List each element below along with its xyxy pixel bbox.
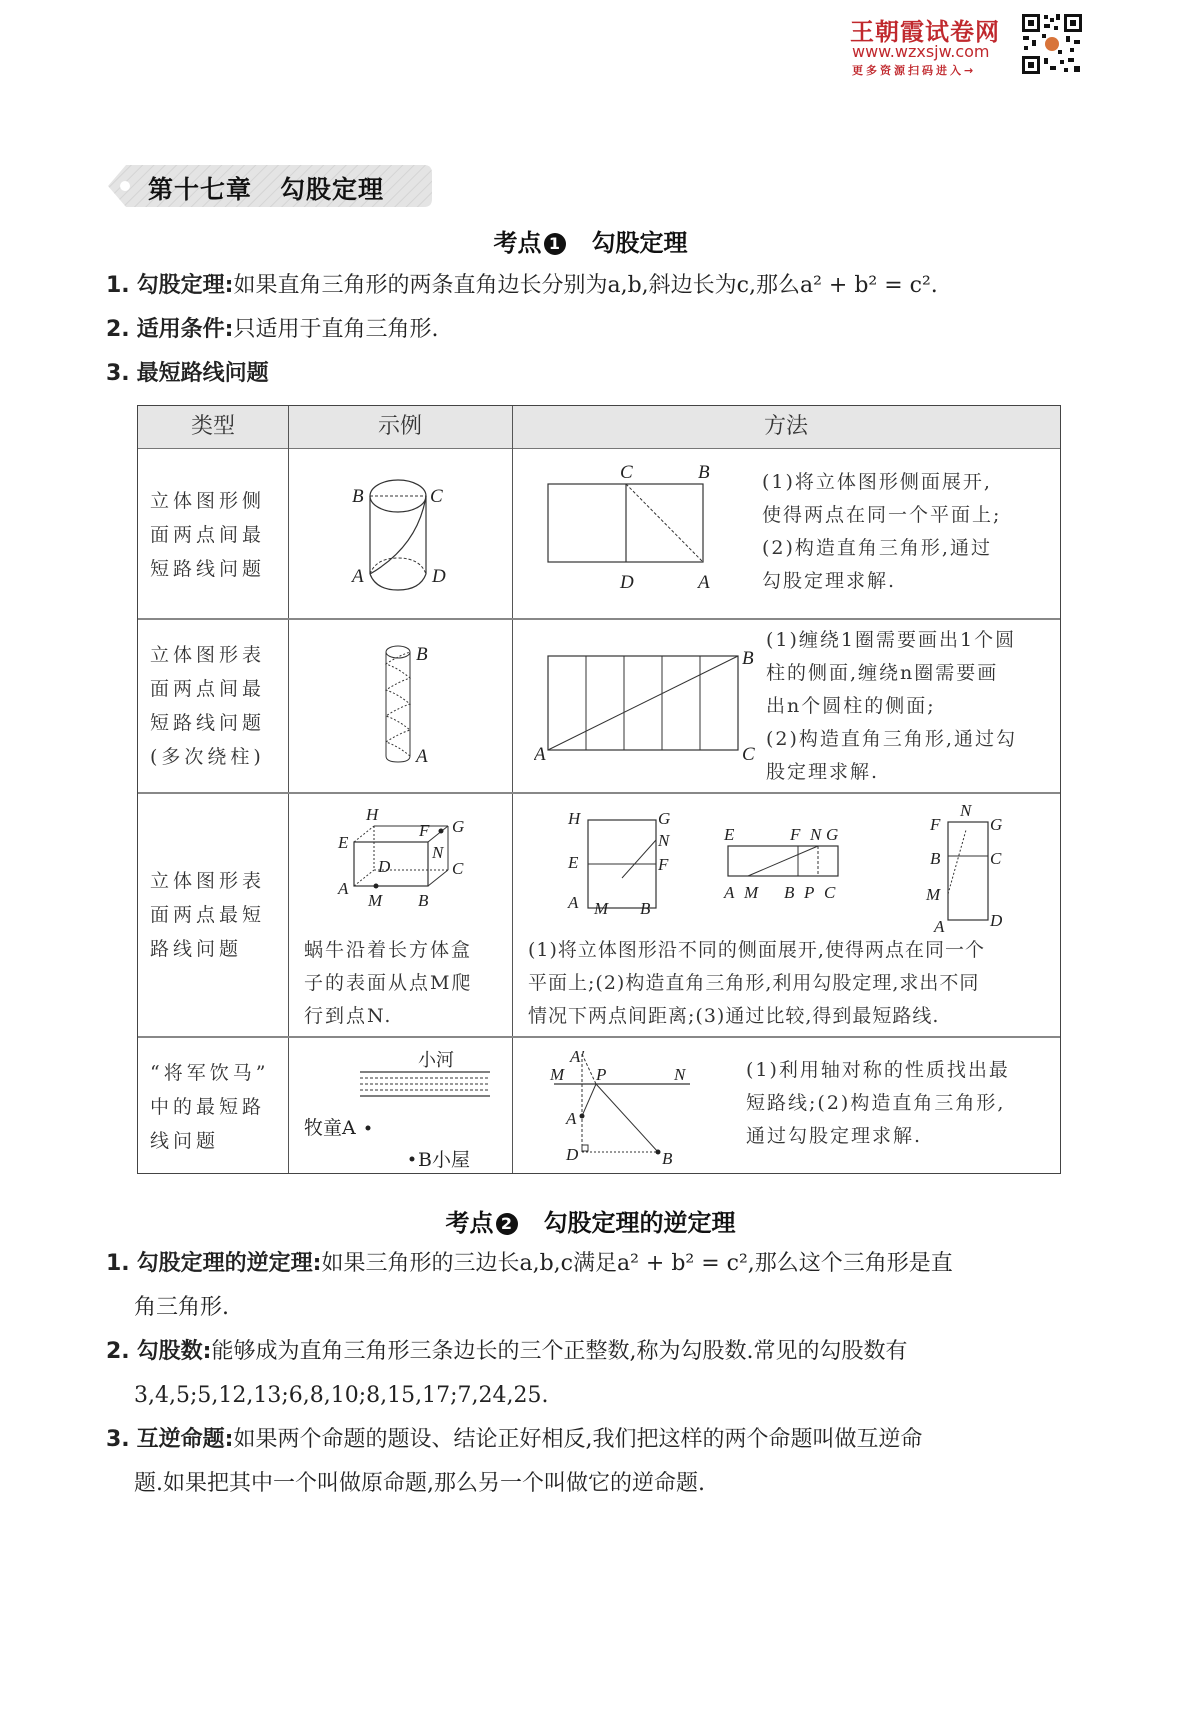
- note-line: 蜗牛沿着长方体盒: [304, 939, 473, 961]
- point-label: H: [366, 805, 379, 824]
- type-line: 立体图形侧: [150, 490, 266, 512]
- item-number: 2.: [106, 1339, 130, 1364]
- point-label: H: [568, 809, 581, 828]
- method-line: 情况下两点间距离;(3)通过比较,得到最短路线.: [528, 1005, 940, 1027]
- method-line: (1)缠绕1圈需要画出1个圆: [766, 629, 1017, 651]
- type-line: 立体图形表: [150, 870, 266, 892]
- method-line: (2)构造直角三角形,通过: [762, 537, 992, 559]
- point-label: C: [620, 462, 633, 483]
- method-line: 勾股定理求解.: [762, 570, 897, 592]
- point-label: D: [620, 572, 634, 593]
- section-number-badge: 1: [544, 233, 566, 255]
- item-continuation: 角三角形.: [134, 1295, 229, 1320]
- section-1-item-1: [106, 264, 1066, 308]
- point-label: D: [566, 1145, 579, 1164]
- point-label: A: [352, 566, 364, 587]
- point-label: B: [784, 883, 795, 902]
- column-divider: [512, 406, 513, 1173]
- reflection-diagram: [534, 1040, 734, 1172]
- point-label: M: [744, 883, 759, 902]
- point-label: B: [662, 1149, 673, 1168]
- point-label: D: [990, 911, 1003, 930]
- shepherd-label: 牧童A: [304, 1117, 356, 1139]
- note-line: 行到点N.: [304, 1005, 393, 1027]
- type-line: 立体图形表: [150, 644, 266, 666]
- unfolded-spiral-diagram: [534, 642, 764, 772]
- river-label: 小河: [418, 1050, 454, 1071]
- type-line: 面两点间最: [150, 678, 266, 700]
- point-label: A: [416, 746, 428, 767]
- section-2-item-3: [106, 1418, 1066, 1506]
- point-label: E: [568, 853, 579, 872]
- row-type: [150, 864, 278, 966]
- point-label: G: [826, 826, 839, 844]
- point-label: C: [452, 859, 464, 878]
- point-label: P: [804, 883, 815, 902]
- chapter-label: 第十七章: [148, 175, 253, 204]
- point-label: F: [930, 815, 941, 834]
- section-prefix: 考点: [445, 1209, 494, 1237]
- table-header: [138, 406, 1060, 449]
- section-2-title: [0, 1203, 1181, 1238]
- method-line: 短路线;(2)构造直角三角形,: [746, 1092, 1006, 1114]
- type-line: 短路线问题: [150, 558, 266, 580]
- point-label: C: [990, 849, 1002, 868]
- row-type: [150, 1056, 278, 1158]
- row-method: [746, 1054, 1046, 1153]
- type-line: 面两点最短: [150, 904, 266, 926]
- point-label: C: [742, 744, 755, 765]
- point-label: C: [430, 486, 443, 507]
- point-label: B: [418, 891, 429, 910]
- item-number: 1.: [106, 273, 130, 298]
- point-label: M: [926, 885, 941, 904]
- item-number: 1.: [106, 1251, 130, 1276]
- column-divider: [288, 406, 289, 1173]
- point-label: B: [352, 486, 364, 507]
- point-label: B: [698, 462, 710, 483]
- point-label: C: [824, 883, 836, 902]
- section-1-item-2: [106, 308, 1066, 352]
- item-text: 如果直角三角形的两条直角边长分别为a,b,斜边长为c,那么a² + b² = c².: [233, 273, 938, 298]
- item-continuation: 3,4,5;5,12,13;6,8,10;8,15,17;7,24,25.: [134, 1383, 549, 1408]
- item-text: 能够成为直角三角形三条边长的三个正整数,称为勾股数.常见的勾股数有: [211, 1339, 908, 1364]
- type-line: 路线问题: [150, 938, 243, 960]
- header-method: 方法: [763, 414, 808, 439]
- house-label: B小屋: [418, 1149, 470, 1171]
- item-continuation: 题.如果把其中一个叫做原命题,那么另一个叫做它的逆命题.: [134, 1471, 705, 1496]
- section-2-item-1: [106, 1242, 1066, 1330]
- point-label: A: [724, 883, 735, 902]
- method-line: 平面上;(2)构造直角三角形,利用勾股定理,求出不同: [528, 972, 980, 994]
- row-divider: [138, 618, 1060, 620]
- point-label: N: [658, 831, 670, 850]
- shortest-path-table: [137, 405, 1061, 1174]
- point-label: M: [594, 899, 609, 916]
- point-label: N: [960, 802, 972, 820]
- item-number: 2.: [106, 317, 130, 342]
- point-label: A: [566, 1109, 577, 1128]
- type-line: 面两点间最: [150, 524, 266, 546]
- point-label: A: [568, 893, 579, 912]
- type-line: 中的最短路: [150, 1096, 266, 1118]
- point-label: M: [550, 1065, 565, 1084]
- method-line: (1)将立体图形侧面展开,: [762, 471, 992, 493]
- point-label: B: [930, 849, 941, 868]
- point-label: B: [742, 648, 754, 669]
- item-lead: 互逆命题:: [136, 1427, 234, 1452]
- point-label: P: [596, 1065, 607, 1084]
- unfold-diagram-b: [718, 826, 858, 906]
- item-lead: 勾股数:: [136, 1339, 212, 1364]
- logo-subtitle: 更多资源扫码进入→: [852, 64, 977, 77]
- point-label: A: [934, 917, 945, 934]
- row-divider: [138, 1036, 1060, 1038]
- item-lead: 适用条件:: [136, 317, 234, 342]
- point-label: N: [674, 1065, 686, 1084]
- item-number: 3.: [106, 361, 130, 386]
- type-line: 线问题: [150, 1130, 220, 1152]
- point-label: G: [658, 809, 671, 828]
- row-type: [150, 638, 278, 774]
- row-type: [150, 484, 278, 586]
- point-label: D: [432, 566, 446, 587]
- point-label: E: [724, 826, 735, 844]
- point-label: D: [378, 857, 391, 876]
- section-prefix: 考点: [493, 229, 542, 257]
- section-1-title: [0, 223, 1181, 258]
- row-method: [762, 466, 1052, 598]
- point-label: B: [640, 899, 651, 916]
- chapter-title: 勾股定理: [280, 175, 385, 204]
- point-label: A′: [570, 1047, 585, 1066]
- logo-url[interactable]: www.wzxsjw.com: [852, 42, 990, 61]
- item-lead: 最短路线问题: [136, 361, 269, 386]
- item-number: 3.: [106, 1427, 130, 1452]
- method-line: (1)将立体图形沿不同的侧面展开,使得两点在同一个: [528, 939, 985, 961]
- method-line: 股定理求解.: [766, 761, 880, 783]
- section-1-item-3: [106, 352, 1066, 396]
- point-label: B: [416, 644, 428, 665]
- chapter-banner: [108, 165, 432, 207]
- point-label: A: [534, 744, 546, 765]
- method-line: 出n个圆柱的侧面;: [766, 695, 936, 717]
- method-line: (2)构造直角三角形,通过勾: [766, 728, 1017, 750]
- point-label: A: [338, 879, 349, 898]
- method-line: 柱的侧面,缠绕n圈需要画: [766, 662, 999, 684]
- method-line: 通过勾股定理求解.: [746, 1125, 923, 1147]
- river-scenario-diagram: [290, 1042, 512, 1172]
- section-2-item-2: [106, 1330, 1066, 1418]
- row-method: [766, 624, 1056, 789]
- item-text: 如果三角形的三边长a,b,c满足a² + b² = c²,那么这个三角形是直: [321, 1251, 953, 1276]
- point-label: G: [452, 817, 465, 836]
- header-example: 示例: [377, 414, 422, 439]
- unfold-diagram-a: [558, 806, 688, 916]
- point-label: E: [338, 833, 349, 852]
- note-line: 子的表面从点M爬: [304, 972, 473, 994]
- point-label: N: [810, 826, 822, 844]
- qr-code-icon[interactable]: [1020, 12, 1084, 76]
- point-label: N: [432, 843, 444, 862]
- point-label: F: [658, 855, 669, 874]
- point-label: M: [368, 891, 383, 910]
- type-line: (多次绕柱): [150, 746, 265, 768]
- point-label: A: [698, 572, 710, 593]
- cylinder-diagram: [338, 476, 478, 606]
- section-heading: 勾股定理: [591, 229, 688, 257]
- cuboid-diagram: [318, 802, 498, 912]
- item-lead: 勾股定理的逆定理:: [136, 1251, 322, 1276]
- item-text: 只适用于直角三角形.: [233, 317, 439, 342]
- method-line: 使得两点在同一个平面上;: [762, 504, 1002, 526]
- spiral-cylinder-diagram: [368, 638, 448, 778]
- type-line: “将军饮马”: [150, 1062, 270, 1084]
- type-line: 短路线问题: [150, 712, 266, 734]
- row-method: [528, 934, 1058, 1033]
- item-lead: 勾股定理:: [136, 273, 234, 298]
- section-heading: 勾股定理的逆定理: [543, 1209, 736, 1237]
- point-label: F: [419, 821, 430, 840]
- point-label: G: [990, 815, 1003, 834]
- logo-title: 王朝霞试卷网: [850, 18, 1000, 46]
- header-type: 类型: [190, 414, 235, 439]
- item-text: 如果两个命题的题设、结论正好相反,我们把这样的两个命题叫做互逆命: [233, 1427, 923, 1452]
- point-label: F: [790, 826, 801, 844]
- method-line: (1)利用轴对称的性质找出最: [746, 1059, 1010, 1081]
- example-note: [304, 934, 504, 1033]
- chapter-heading: [148, 170, 384, 206]
- row-divider: [138, 792, 1060, 794]
- unfolded-cylinder-diagram: [538, 458, 738, 598]
- section-number-badge: 2: [496, 1213, 518, 1235]
- unfold-diagram-c: [916, 802, 1026, 934]
